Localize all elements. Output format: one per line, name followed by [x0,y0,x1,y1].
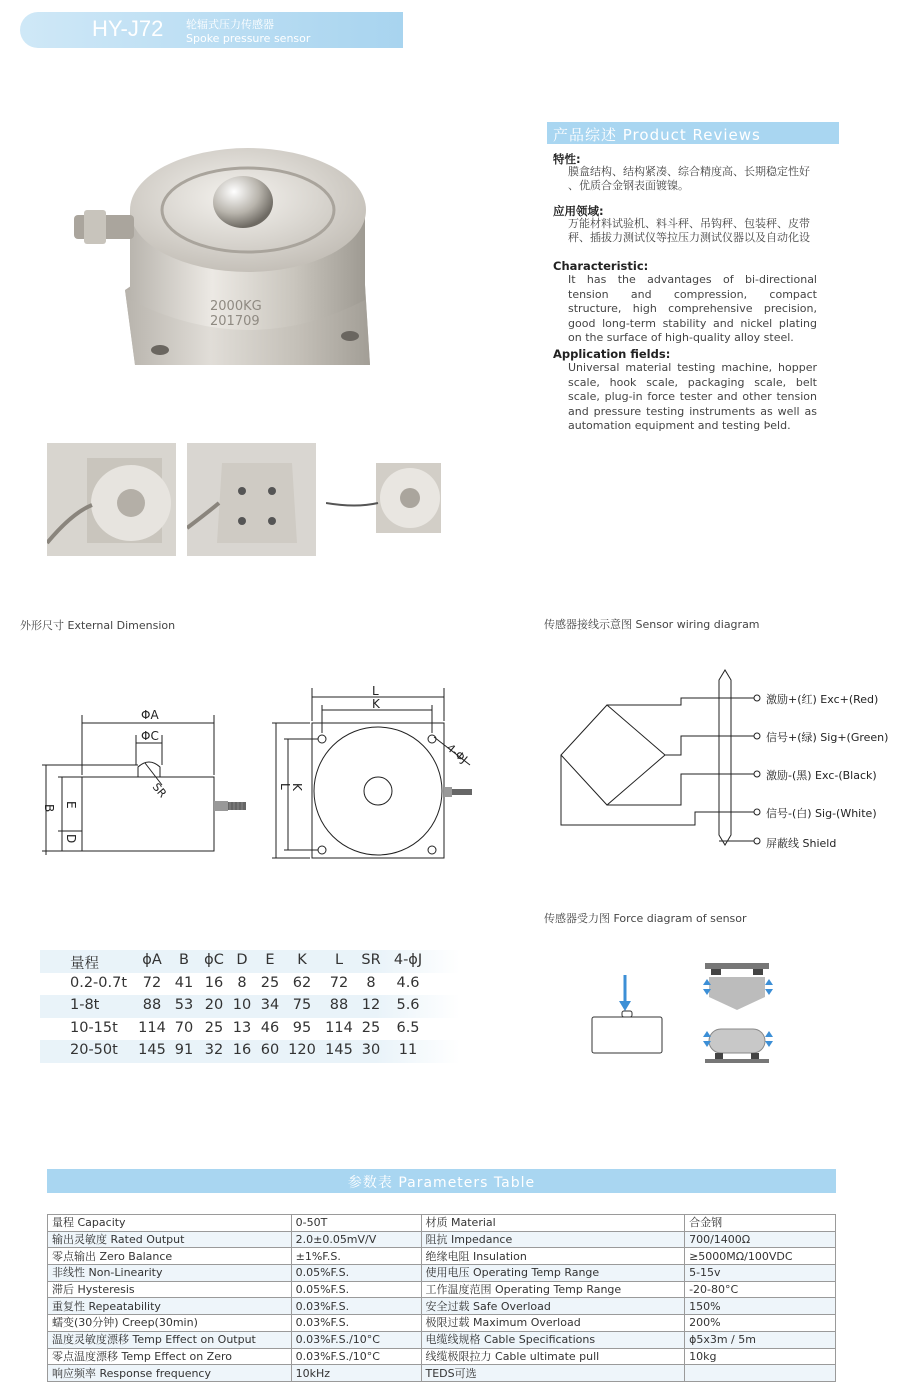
table-row [48,1298,836,1315]
parameters-banner [47,1169,836,1193]
col-L: L [334,952,344,968]
table-row [48,1331,836,1348]
cell: 145 [325,1042,353,1058]
product-title-en: Spoke pressure sensor [186,32,311,45]
label-K-side: K [290,783,304,791]
cell: 16 [232,1042,252,1058]
top-view-drawing [270,683,490,863]
wiring-diagram-title: 传感器接线示意图 Sensor wiring diagram [544,618,760,631]
product-photo [60,110,400,380]
param-name: 量程 Capacity [48,1215,292,1232]
table-row [48,1265,836,1282]
wire-sig-neg: 信号-(白) Sig-(White) [766,807,877,820]
param-value: 0.03%F.S. [291,1298,421,1315]
engraving-capacity: 2000KG [210,299,262,314]
param-name: 极限过载 Maximum Overload [421,1315,685,1332]
param-name: 滞后 Hysteresis [48,1281,292,1298]
table-row [48,1248,836,1265]
parameters-table [47,1214,836,1382]
col-B: B [179,952,189,968]
param-value: ≥5000MΩ/100VDC [685,1248,836,1265]
cell: 53 [174,997,194,1013]
cell: 8 [366,974,376,991]
label-hole: 4-ΦJ [444,741,470,767]
param-name: 阻抗 Impedance [421,1231,685,1248]
param-name: 使用电压 Operating Temp Range [421,1265,685,1282]
cell: 114 [325,1019,353,1036]
wire-sig-pos: 信号+(绿) Sig+(Green) [766,731,889,744]
dimension-row [40,1040,460,1063]
feature-zh-line-2: 、优质合金钢表面镀镍。 [568,179,689,192]
cell: 62 [292,974,312,991]
label-K: K [372,697,380,711]
label-phiA: ΦA [141,708,159,722]
param-value: 150% [685,1298,836,1315]
thumbnail-back [187,443,316,556]
col-D: D [236,952,248,968]
param-value: 0.03%F.S. [291,1315,421,1332]
param-value: 0.03%F.S./10°C [291,1331,421,1348]
wire-exc-pos: 激励+(红) Exc+(Red) [766,693,879,706]
table-row [48,1215,836,1232]
application-zh-heading: 应用领域: [553,204,604,218]
table-row [48,1348,836,1365]
param-name: 温度灵敏度漂移 Temp Effect on Output [48,1331,292,1348]
cell: 25 [204,1019,224,1036]
cell: 75 [292,997,312,1013]
param-name: 零点温度漂移 Temp Effect on Zero [48,1348,292,1365]
label-E: E [64,801,78,809]
param-value: ±1%F.S. [291,1248,421,1265]
param-value: 0.05%F.S. [291,1265,421,1282]
param-value: 2.0±0.05mV/V [291,1231,421,1248]
col-E: E [265,952,275,968]
cell: 91 [174,1042,194,1058]
cell: 0.2-0.7t [70,974,128,991]
force-diagram [585,955,785,1065]
param-value: 10kg [685,1348,836,1365]
param-value: 5-15v [685,1265,836,1282]
param-name: 工作温度范围 Operating Temp Range [421,1281,685,1298]
param-value: 200% [685,1315,836,1332]
cell: 72 [142,974,162,991]
param-value: 合金钢 [685,1215,836,1232]
cell: 12 [361,997,381,1013]
cell: 72 [329,974,349,991]
param-name: 绝缘电阻 Insulation [421,1248,685,1265]
table-row [48,1315,836,1332]
thumbnail-front [47,443,176,556]
col-phiA: ϕA [142,952,162,968]
param-name: 非线性 Non-Linearity [48,1265,292,1282]
param-value: ϕ5x3m / 5m [685,1331,836,1348]
col-K: K [297,952,307,968]
force-diagram-title: 传感器受力图 Force diagram of sensor [544,912,747,925]
cell: 145 [138,1042,166,1058]
cell: 95 [292,1019,312,1036]
col-phiC: ϕC [204,952,224,968]
cell: 13 [232,1019,252,1036]
cell: 34 [260,997,280,1013]
feature-zh-heading: 特性: [553,152,581,166]
application-zh-line-2: 秤、插拔力测试仪等拉压力测试仪器以及自动化设 [568,231,810,244]
engraving-date: 201709 [210,314,260,329]
param-name: 蠕变(30分钟) Creep(30min) [48,1315,292,1332]
wiring-diagram [555,665,765,855]
dimension-row [40,995,460,1018]
dimension-row [40,1018,460,1041]
cell: 60 [260,1042,280,1058]
param-value: -20-80°C [685,1281,836,1298]
cell: 11 [398,1042,418,1058]
param-name: 线缆极限拉力 Cable ultimate pull [421,1348,685,1365]
param-value: 0.03%F.S./10°C [291,1348,421,1365]
param-value: 10kHz [291,1365,421,1382]
param-name: 重复性 Repeatability [48,1298,292,1315]
side-view-drawing [40,705,260,865]
param-name: 响应频率 Response frequency [48,1365,292,1382]
model-name: HY-J72 [92,16,164,41]
cell: 32 [204,1042,224,1058]
cell: 16 [204,974,224,991]
application-en-text: Universal material testing machine, hopper scale, hook scale, packaging scale, belt scale, plug-in force tester and other tension and pressure testing instruments as well as automation equipment and testing Þeld. [568,361,817,432]
cell: 88 [142,997,162,1013]
param-value: 700/1400Ω [685,1231,836,1248]
wire-exc-neg: 激励-(黑) Exc-(Black) [766,769,877,782]
characteristic-heading: Characteristic: [553,259,649,273]
wire-shield: 屏蔽线 Shield [766,837,837,850]
param-name: 输出灵敏度 Rated Output [48,1231,292,1248]
cell: 1-8t [70,997,100,1013]
application-zh-line-1: 万能材料试验机、料斗秤、吊钩秤、包装秤、皮带 [568,217,810,230]
parameters-title: 参数表 Parameters Table [347,1175,536,1191]
cell: 30 [361,1042,381,1058]
dimension-header-row [40,950,460,973]
cell: 120 [288,1042,316,1058]
cell: 25 [260,974,280,991]
cell: 41 [174,974,194,991]
cell: 5.6 [396,997,420,1013]
header-banner [20,12,403,48]
param-name: TEDS可选 [421,1365,685,1382]
param-value: 0.05%F.S. [291,1281,421,1298]
label-B: B [42,804,56,813]
review-title: 产品综述 Product Reviews [553,126,761,144]
application-en-heading: Application fields: [553,347,671,361]
param-name: 零点输出 Zero Balance [48,1248,292,1265]
table-row [48,1281,836,1298]
label-SR: SR [149,780,170,801]
param-name: 材质 Material [421,1215,685,1232]
param-name: 安全过载 Safe Overload [421,1298,685,1315]
param-value: 0-50T [291,1215,421,1232]
label-L-side: L [278,783,292,790]
feature-zh-line-1: 膜盒结构、结构紧凑、综合精度高、长期稳定性好 [568,165,810,178]
table-row [48,1231,836,1248]
param-value [685,1365,836,1382]
cell: 88 [329,997,349,1013]
cell: 20 [204,997,224,1013]
table-row [48,1365,836,1382]
col-SR: SR [361,952,381,968]
cell: 10 [232,997,252,1013]
product-title-zh: 轮辐式压力传感器 [186,18,274,31]
cell: 25 [361,1019,381,1036]
label-L: L [372,684,379,698]
param-name: 电缆线规格 Cable Specifications [421,1331,685,1348]
cell: 20-50t [70,1042,118,1058]
col-range: 量程 [70,956,99,972]
cell: 114 [138,1019,166,1036]
cell: 6.5 [396,1019,420,1036]
dimension-table [40,950,460,1063]
cell: 8 [237,974,247,991]
label-D: D [64,834,78,844]
cell: 4.6 [396,974,420,991]
cell: 46 [260,1019,280,1036]
dimension-row [40,973,460,996]
review-banner [547,122,839,144]
external-dimension-title: 外形尺寸 External Dimension [20,619,176,632]
cell: 10-15t [70,1019,118,1036]
thumbnail-top [326,443,455,556]
cell: 70 [174,1019,194,1036]
label-phiC: ΦC [141,729,159,743]
col-hole: 4-ϕJ [393,952,423,968]
characteristic-text: It has the advantages of bi-directional tension and compression, compact structure, high comprehensive precision, good long-term stability and nickel plating on the surface of high-quality alloy steel. [568,273,817,344]
